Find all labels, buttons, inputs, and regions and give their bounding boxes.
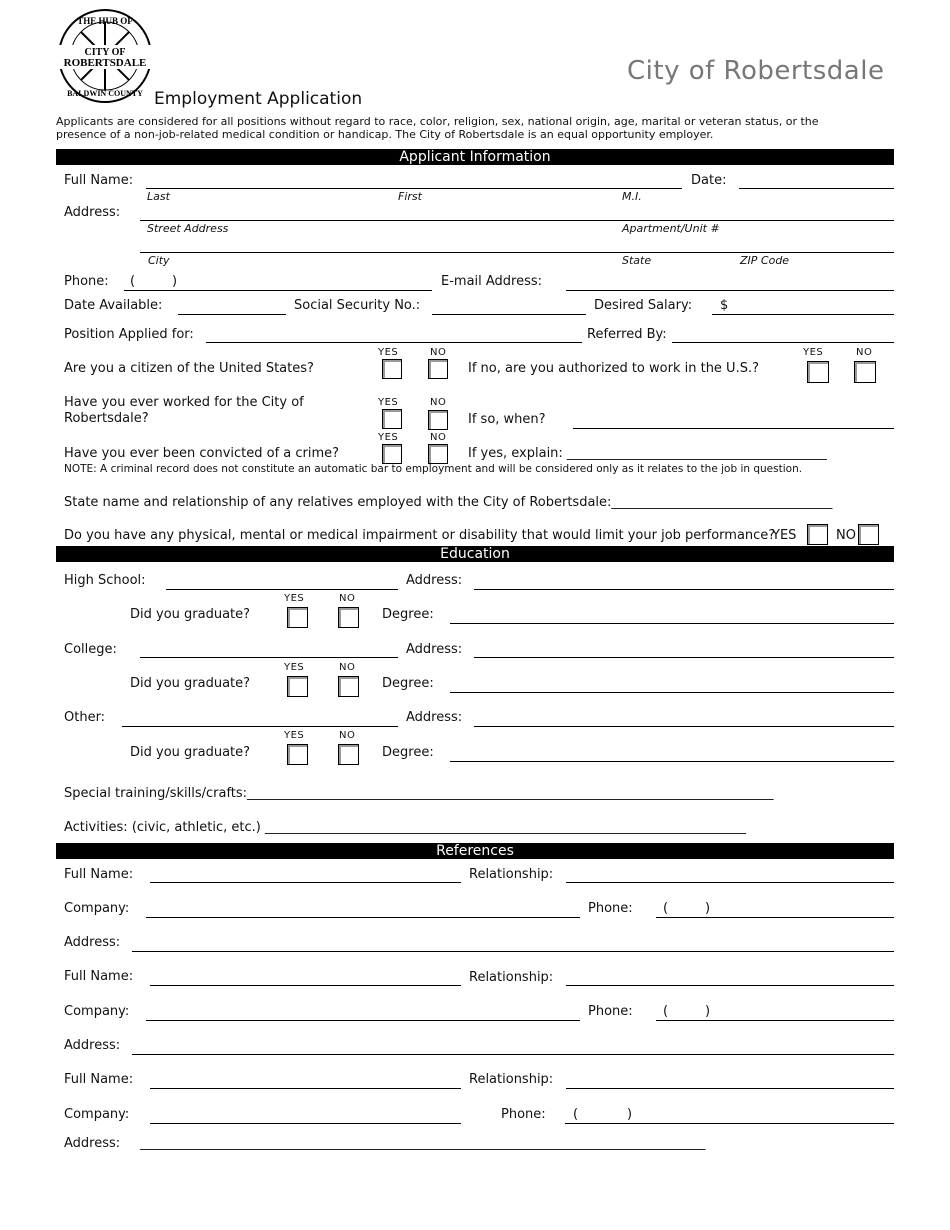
other-address-field[interactable] [474,726,894,727]
ref2-phone-paren-close: ) [705,1004,711,1019]
city-state-zip-field[interactable] [140,252,894,253]
ref1-phone-field[interactable] [656,917,894,918]
hs-graduate-no-checkbox[interactable] [338,607,359,628]
citizen-no-checkbox[interactable] [428,359,448,379]
other-graduate-no-checkbox[interactable] [338,744,359,765]
ref3-phone-paren-open: ( [573,1107,579,1122]
college-graduate-no-checkbox[interactable] [338,676,359,697]
other-address-label: Address: [406,710,463,725]
authorized-no-label: NO [856,347,873,358]
phone-paren-open: ( [130,274,136,289]
ref1-address-field[interactable] [132,951,894,952]
ref2-address-label: Address: [64,1038,121,1053]
other-label: Other: [64,710,106,725]
section-references: References [56,843,894,859]
ref2-address-field[interactable] [132,1054,894,1055]
state-caption: State [622,254,652,267]
hs-degree-label: Degree: [382,607,434,622]
ref2-phone-field[interactable] [656,1020,894,1021]
phone-field[interactable] [124,290,432,291]
ref3-phone-field[interactable] [565,1123,894,1124]
ref3-full-name-field[interactable] [150,1088,461,1089]
convicted-no-checkbox[interactable] [428,444,448,464]
ref2-phone-paren-open: ( [663,1004,669,1019]
ref3-phone-label: Phone: [501,1107,546,1122]
citizen-question: Are you a citizen of the United States? [64,361,314,376]
authorized-no-checkbox[interactable] [854,361,876,383]
ref3-relationship-label: Relationship: [469,1072,554,1087]
ref2-relationship-field[interactable] [566,985,894,986]
impairment-no-label: NO [836,528,856,543]
other-degree-label: Degree: [382,745,434,760]
city-title: City of Robertsdale [627,56,885,86]
worked-yes-label: YES [378,397,399,408]
section-applicant-information: Applicant Information [56,149,894,165]
city-seal-logo [55,8,155,104]
special-training-field[interactable]: Special training/skills/crafts:_________________________________________________________________________________ [64,786,774,801]
ref1-relationship-field[interactable] [566,882,894,883]
zip-caption: ZIP Code [740,254,790,267]
date-label: Date: [691,173,727,188]
impairment-yes-checkbox[interactable] [807,524,828,545]
street-address-field[interactable] [140,220,894,221]
college-degree-label: Degree: [382,676,434,691]
authorized-yes-checkbox[interactable] [807,361,829,383]
ref1-full-name-label: Full Name: [64,867,134,882]
full-name-field[interactable] [146,188,682,189]
ref3-full-name-label: Full Name: [64,1072,134,1087]
apt-caption: Apartment/Unit # [622,222,720,235]
referred-by-label: Referred By: [587,327,667,342]
criminal-record-note: NOTE: A criminal record does not constitute an automatic bar to employment and will be considered only as it relates to the job in question. [64,463,803,475]
full-name-label: Full Name: [64,173,134,188]
disclaimer-line-2: presence of a non-job-related medical condition or handicap. The City of Robertsdale is an equal opportunity employer. [56,128,714,141]
other-graduate-yes-checkbox[interactable] [287,744,308,765]
other-no-label: NO [339,730,356,741]
form-title: Employment Application [154,89,363,109]
citizen-yes-label: YES [378,347,399,358]
college-label: College: [64,642,117,657]
disclaimer-line-1: Applicants are considered for all positions without regard to race, color, religion, sex, national origin, age, marital or veteran status, or the [56,115,819,128]
impairment-question: Do you have any physical, mental or medical impairment or disability that would limit your job performance? [64,528,776,543]
svg-text:CITY OF: CITY OF [84,47,126,58]
college-graduate-yes-checkbox[interactable] [287,676,308,697]
activities-field[interactable]: Activities: (civic, athletic, etc.) __________________________________________________________________________ [64,820,746,835]
worked-no-label: NO [430,397,447,408]
worked-question-line-1: Have you ever worked for the City of [64,395,304,410]
ref2-relationship-label: Relationship: [469,970,554,985]
college-address-field[interactable] [474,657,894,658]
ref1-company-label: Company: [64,901,130,916]
ref2-company-field[interactable] [146,1020,580,1021]
phone-label: Phone: [64,274,109,289]
svg-text:BALDWIN COUNTY: BALDWIN COUNTY [67,89,143,98]
relatives-field[interactable]: State name and relationship of any relatives employed with the City of Robertsdale:__________________________________ [64,495,833,510]
high-school-address-label: Address: [406,573,463,588]
high-school-label: High School: [64,573,146,588]
referred-by-field[interactable] [672,342,894,343]
if-so-when-label: If so, when? [468,412,546,427]
svg-text:THE HUB OF: THE HUB OF [77,16,133,26]
worked-question-line-2: Robertsdale? [64,411,149,426]
ref1-relationship-label: Relationship: [469,867,554,882]
position-field[interactable] [206,342,582,343]
college-field[interactable] [140,657,398,658]
ref3-company-label: Company: [64,1107,130,1122]
ref1-phone-paren-close: ) [705,901,711,916]
ref3-company-field[interactable] [150,1123,461,1124]
impairment-no-checkbox[interactable] [858,524,879,545]
college-yes-label: YES [284,662,305,673]
if-so-when-field[interactable] [573,428,894,429]
mi-caption: M.I. [622,190,642,203]
section-education: Education [56,546,894,562]
svg-text:ROBERTSDALE: ROBERTSDALE [63,57,147,69]
phone-paren-close: ) [172,274,178,289]
ref1-phone-paren-open: ( [663,901,669,916]
email-field[interactable] [566,290,894,291]
ref1-company-field[interactable] [146,917,580,918]
date-available-label: Date Available: [64,298,163,313]
college-address-label: Address: [406,642,463,657]
email-label: E-mail Address: [441,274,543,289]
ssn-label: Social Security No.: [294,298,421,313]
ref3-address-field[interactable]: _______________________________________________________________________________________ [140,1136,706,1151]
college-degree-field[interactable] [450,692,894,693]
ref3-relationship-field[interactable] [566,1088,894,1089]
high-school-address-field[interactable] [474,589,894,590]
hs-yes-label: YES [284,593,305,604]
high-school-field[interactable] [166,589,398,590]
other-graduate-question: Did you graduate? [130,745,251,760]
hs-degree-field[interactable] [450,623,894,624]
ssn-field[interactable] [432,314,586,315]
other-field[interactable] [122,726,398,727]
convicted-yes-label: YES [378,432,399,443]
ref2-full-name-label: Full Name: [64,969,134,984]
impairment-yes-label: YES [772,528,797,543]
date-available-field[interactable] [178,314,286,315]
first-caption: First [398,190,422,203]
hs-no-label: NO [339,593,356,604]
citizen-no-label: NO [430,347,447,358]
hs-graduate-question: Did you graduate? [130,607,251,622]
other-degree-field[interactable] [450,761,894,762]
desired-salary-field[interactable] [712,314,894,315]
worked-yes-checkbox[interactable] [382,409,402,429]
address-label: Address: [64,205,121,220]
worked-no-checkbox[interactable] [428,410,448,430]
ref3-phone-paren-close: ) [627,1107,633,1122]
convicted-question: Have you ever been convicted of a crime? [64,446,340,461]
college-no-label: NO [339,662,356,673]
desired-salary-label: Desired Salary: [594,298,693,313]
ref1-address-label: Address: [64,935,121,950]
city-caption: City [148,254,170,267]
college-graduate-question: Did you graduate? [130,676,251,691]
ref3-address-label: Address: [64,1136,121,1151]
position-label: Position Applied for: [64,327,194,342]
ref2-full-name-field[interactable] [150,985,461,986]
citizen-yes-checkbox[interactable] [382,359,402,379]
ref2-company-label: Company: [64,1004,130,1019]
ref1-phone-label: Phone: [588,901,633,916]
convicted-yes-checkbox[interactable] [382,444,402,464]
authorized-yes-label: YES [803,347,824,358]
ref1-full-name-field[interactable] [150,882,461,883]
convicted-no-label: NO [430,432,447,443]
other-yes-label: YES [284,730,305,741]
ref2-phone-label: Phone: [588,1004,633,1019]
if-yes-explain-field[interactable]: If yes, explain: ________________________________________ [468,446,827,461]
dollar-sign: $ [720,298,729,313]
last-caption: Last [147,190,170,203]
date-field[interactable] [739,188,894,189]
authorized-question: If no, are you authorized to work in the U.S.? [468,361,759,376]
street-caption: Street Address [147,222,229,235]
hs-graduate-yes-checkbox[interactable] [287,607,308,628]
